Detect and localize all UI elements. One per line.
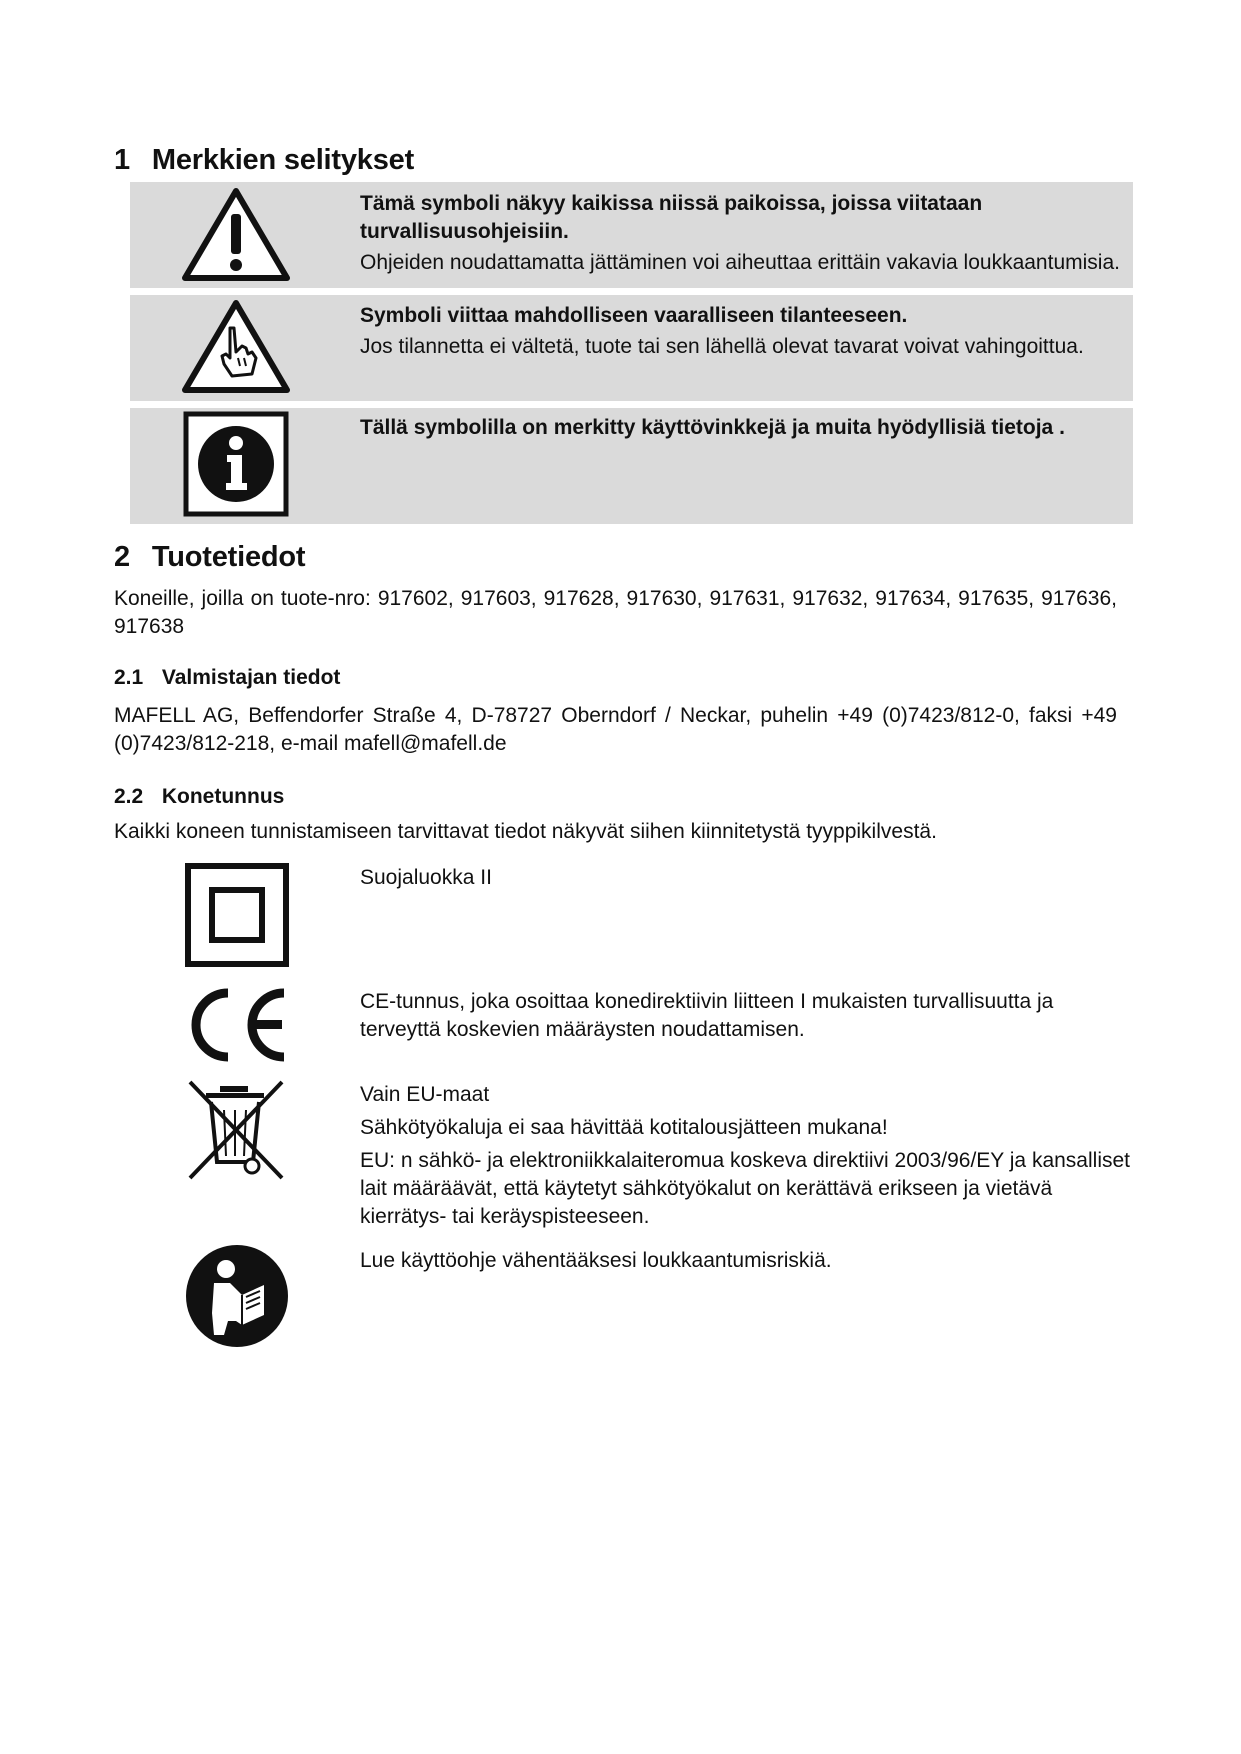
protection-class-text — [360, 864, 1135, 897]
ce-mark-text — [360, 988, 1135, 1049]
read-manual-icon — [184, 1243, 290, 1349]
ce-mark-icon — [184, 987, 290, 1063]
symbol-row-caution-text — [360, 302, 1130, 361]
subsection-title: Valmistajan tiedot — [161, 666, 341, 689]
caution-normal-text: Jos tilannetta ei vältetä, tuote tai sen lähellä olevat tavarat voivat vahingoittua. — [360, 335, 1084, 358]
section-number: 1 — [114, 144, 130, 176]
subsection-title: Konetunnus — [161, 785, 285, 808]
symbol-line: Sähkötyökaluja ei saa hävittää kotitalousjätteen mukana! — [360, 1116, 888, 1139]
warning-normal-text: Ohjeiden noudattamatta jättäminen voi aiheuttaa erittäin vakavia loukkaantumisia. — [360, 251, 1120, 274]
symbol-line: Vain EU-maat — [360, 1083, 490, 1106]
symbol-row-info-text — [360, 414, 1130, 442]
caution-bold-text: Symboli viittaa mahdolliseen vaaralliseen tilanteeseen. — [360, 304, 908, 327]
subsection-2-2-heading — [114, 785, 284, 809]
identification-text: Kaikki koneen tunnistamiseen tarvittavat tiedot näkyvät siihen kiinnitetystä tyyppikilvestä. — [114, 820, 937, 843]
section-number: 2 — [114, 541, 130, 573]
info-icon — [183, 411, 289, 517]
section-1-heading — [114, 144, 414, 177]
caution-hand-triangle-icon — [180, 298, 292, 396]
section-2-heading — [114, 541, 305, 574]
section-title: Tuotetiedot — [151, 541, 306, 573]
subsection-number: 2.1 — [114, 666, 144, 689]
symbol-line: Suojaluokka II — [360, 866, 492, 889]
warning-bold-text: Tämä symboli näkyy kaikissa niissä paikoissa, joissa viitataan turvallisuusohjeisiin. — [360, 192, 983, 243]
info-bold-text: Tällä symbolilla on merkitty käyttövinkkejä ja muita hyödyllisiä tietoja . — [360, 416, 1065, 439]
weee-text — [360, 1081, 1135, 1236]
symbol-line: EU: n sähkö- ja elektroniikkalaiteromua koskeva direktiivi 2003/96/EY ja kansalliset lait määräävät, että käytetyt sähkötyökalut on kerättävä erikseen ja vietävä kierrätys- tai keräyspisteeseen. — [360, 1149, 1130, 1228]
section-title: Merkkien selitykset — [151, 144, 415, 176]
crossed-bin-icon — [184, 1078, 288, 1184]
symbol-row-warning-text — [360, 190, 1130, 277]
manufacturer-text: MAFELL AG, Beffendorfer Straße 4, D-78727 Oberndorf / Neckar, puhelin +49 (0)7423/812-0, faksi +49 (0)7423/812-218, e-mail mafell@mafell.de — [114, 704, 1117, 755]
warning-triangle-icon — [180, 186, 292, 284]
subsection-number: 2.2 — [114, 785, 144, 808]
symbol-line: Lue käyttöohje vähentääksesi loukkaantumisriskiä. — [360, 1249, 832, 1272]
read-manual-text — [360, 1247, 1135, 1280]
subsection-2-1-heading — [114, 666, 340, 690]
protection-class-ii-icon — [184, 862, 290, 968]
product-numbers-text: Koneille, joilla on tuote-nro: 917602, 917603, 917628, 917630, 917631, 917632, 917634, 917635, 917636, 917638 — [114, 587, 1117, 638]
symbol-line: CE-tunnus, joka osoittaa konedirektiivin liitteen I mukaisten turvallisuutta ja terveyttä koskevien määräysten noudattamisen. — [360, 990, 1054, 1041]
